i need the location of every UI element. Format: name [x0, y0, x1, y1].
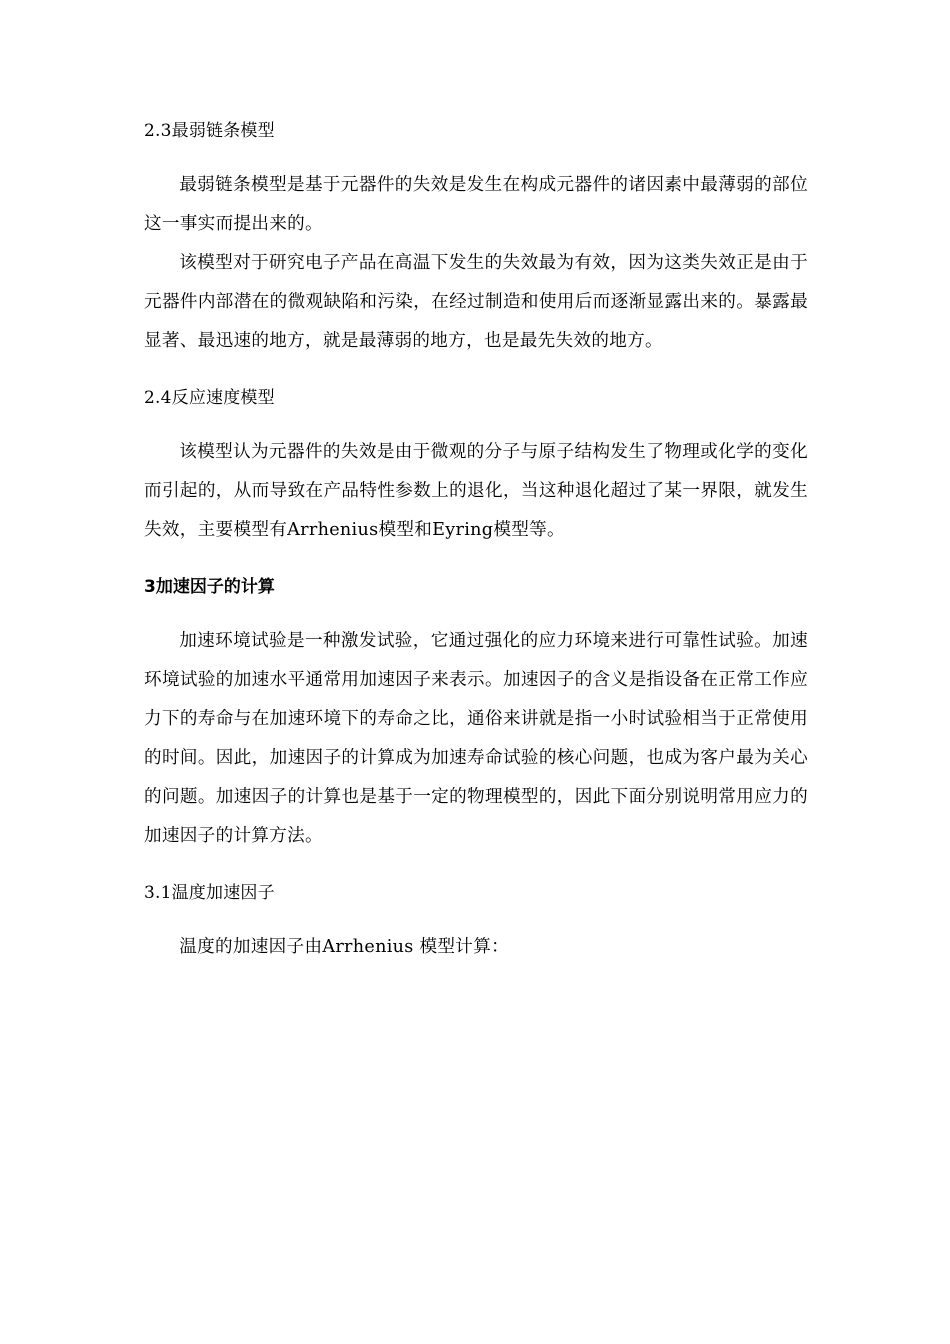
section-heading-2-3: 2.3最弱链条模型 — [144, 121, 275, 141]
paragraph: 该模型对于研究电子产品在高温下发生的失效最为有效，因为这类失效正是由于元器件内部潜在的微观缺陷和污染，在经过制造和使用后而逐渐显露出来的。暴露最显著、最迅速的地方，就是最薄弱的地方，也是最先失效的地方。 — [144, 253, 808, 351]
section-heading-2-4: 2.4反应速度模型 — [144, 388, 275, 408]
section-heading-3-1: 3.1温度加速因子 — [144, 883, 275, 903]
paragraph: 温度的加速因子由Arrhenius 模型计算： — [179, 937, 509, 957]
paragraph: 该模型认为元器件的失效是由于微观的分子与原子结构发生了物理或化学的变化而引起的，从而导致在产品特性参数上的退化，当这种退化超过了某一界限，就发生失效，主要模型有Arrhenius模型和Eyring模型等。 — [144, 442, 808, 540]
paragraph: 最弱链条模型是基于元器件的失效是发生在构成元器件的诸因素中最薄弱的部位这一事实而提出来的。 — [144, 175, 808, 234]
section-heading-3: 3加速因子的计算 — [144, 577, 275, 597]
paragraph: 加速环境试验是一种激发试验，它通过强化的应力环境来进行可靠性试验。加速环境试验的加速水平通常用加速因子来表示。加速因子的含义是指设备在正常工作应力下的寿命与在加速环境下的寿命之比，通俗来讲就是指一小时试验相当于正常使用的时间。因此，加速因子的计算成为加速寿命试验的核心问题，也成为客户最为关心的问题。加速因子的计算也是基于一定的物理模型的，因此下面分别说明常用应力的加速因子的计算方法。 — [144, 631, 808, 846]
document-body — [144, 116, 808, 977]
